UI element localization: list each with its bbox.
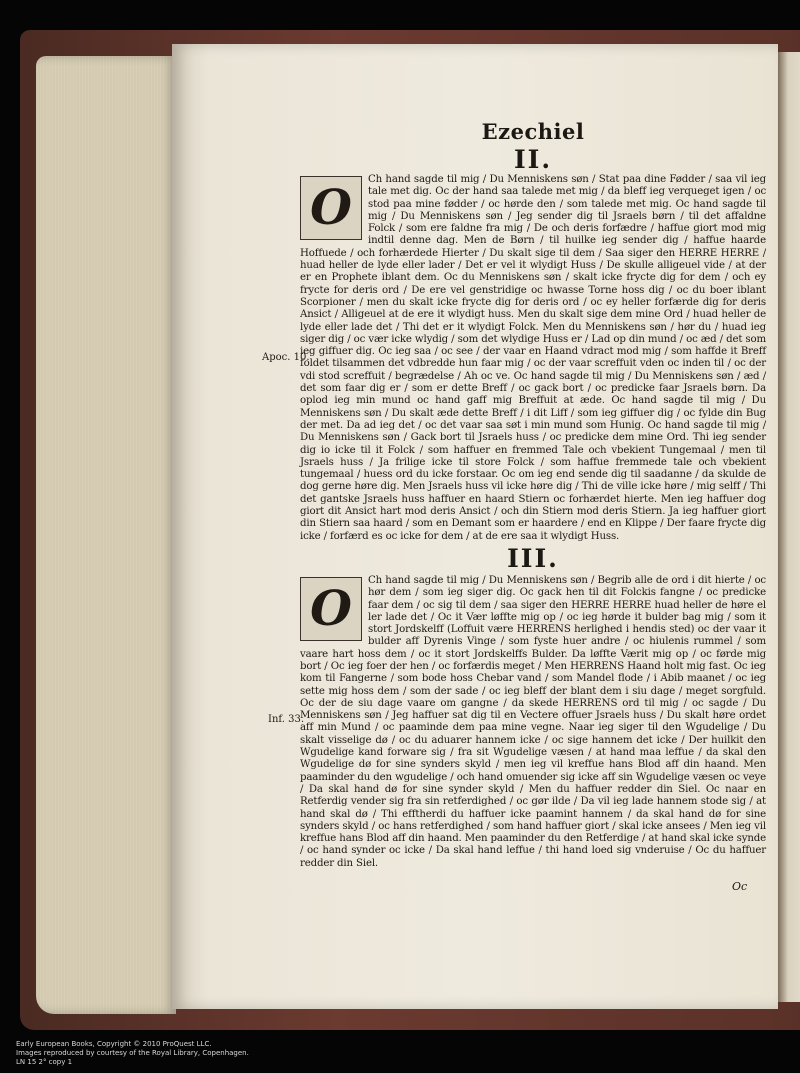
facing-page-edge [776,52,800,1002]
margin-note-inf: Inf. 33. [268,714,304,725]
running-head: Ezechiel [481,119,585,144]
footer-line: LN 15 2° copy 1 [16,1058,73,1066]
chapter-three-section [300,575,766,870]
chapter-two-text: Ch hand sagde til mig / Du Menniskens søn / Stat paa dine Fødder / saa vil ieg tale met dig. Oc der hand saa talede met mig / da bleff ieg verqueget igen / oc stod paa mine fødder / oc hørde den / som talede met mig. Oc hand sagde til mig / Du Menniskens søn / Jeg sender dig til Jsraels børn / til det affaldne Folck / som ere faldne fra mig / De och deris forfædre / haffue giort mod mig indtil denne dag. Men de Børn / til huilke ieg sender dig / haffue haarde Hoffuede / och forhærdede Hierter / Du skalt sige til dem / Saa siger den HERRE HERRE / huad heller de lyde eller lader / Det er vel it wlydigt Huss / De skulle alligeuel vide / at der er en Prophete iblant dem. Oc du Menniskens søn / skalt icke frycte dig for dem / och ey frycte for deris ord / De ere vel genstridige oc hwasse Torne hoss dig / oc du boer iblant Scorpioner / men du skalt icke frycte dig for deris ord / oc ey heller forfærde dig for deris Ansict / Alligeuel at de ere it wlydigt huss. Men du skalt sige dem mine Ord / huad heller de lyde eller lade det / Thi det er it wlydigt Folck. Men du Menniskens søn / hør du / huad ieg siger dig / oc vær icke wlydig / som det wlydige Huss er / Lad op din mund / oc æd / det som ieg giffuer dig. Oc ieg saa / oc see / der vaar en Haand vdract mod mig / som haffde it Breff foldet tilsammen det vdbredde hun faar mig / oc der vaar screffuit vden oc inden til / oc der vdi stod screffuit / begrædelse / Ah oc ve. Oc hand sagde til mig / Du Menniskens søn / æd / det som faar dig er / som er dette Breff / oc gack bort / oc predicke faar Jsraels børn. Da oplod ieg min mund oc hand gaff mig Breffuit at æde. Oc hand sagde til mig / Du Menniskens søn / Du skalt æde dette Breff / i dit Liff / som ieg giffuer dig / oc fylde din Bug der met. Da ad ieg det / oc det vaar saa søt i min mund som Hunig. Oc hand sagde til mig / Du Menniskens søn / Gack bort til Jsraels huss / oc predicke dem mine Ord. Thi ieg sender dig io icke til it Folck / som haffuer en fremmed Tale och vbekient Tungemaal / men til Jsraels huss / Ja frilige icke til store Folck / som haffue fremmede tale och vbekient tungemaal / huess ord du icke forstaar. Oc om ieg end sende dig til saadanne / da skulde de dog gerne høre dig. Men Jsraels huss vil icke høre dig / Thi de ville icke høre / mig selff / Thi det gantske Jsraels huss haffuer en haard Stiern oc forhærdet hierte. Men ieg haffuer dog giort dit Ansict hart mod deris Ansict / och din Stiern mod deris Stiern. Ja ieg haffuer giort din Stiern saa haard / som en Demant som er haardere / end en Klippe / Der faare frycte dig icke / forfærd es oc icke for dem / at de ere saa it wlydigt Huss. [300,174,766,542]
copyright-footer [16,1040,249,1067]
footer-line: Early European Books, Copyright © 2010 ProQuest LLC. [16,1040,212,1048]
decorated-initial-icon: O [300,577,362,641]
footer-line: Images reproduced by courtesy of the Royal Library, Copenhagen. [16,1049,249,1057]
chapter-three-text: Ch hand sagde til mig / Du Menniskens søn / Begrib alle de ord i dit hierte / oc hør dem / som ieg siger dig. Oc gack hen til dit Folckis fangne / oc predicke faar dem / oc sig til dem / saa siger den HERRE HERRE huad heller de høre el ler lade det / Oc it Vær løffte mig op / oc ieg hørde it bulder bag mig / som it stort Jordskelff (Loffuit være HERRENS herlighed i hendis sted) oc der vaar it bulder aff Dyrenis Vinge / som fyste huer andre / oc hiulenis rummel / som vaare hart hoss dem / oc it stort Jordskelffs Bulder. Da løffte Værit mig op / oc førde mig bort / Oc ieg foer der hen / oc forfærdis meget / Men HERRENS Haand holt mig fast. Oc ieg kom til Fangerne / som bode hoss Chebar vand / som Mandel flode / i Abib maanet / oc ieg sette mig hoss dem / som der sade / oc ieg bleff der blant dem i siu dage / meget sorgfuld. Oc der de siu dage vaare om gangne / da skede HERRENS ord til mig / oc sagde / Du Menniskens søn / Jeg haffuer sat dig til en Vectere offuer Jsraels huss / Du skalt høre ordet aff min Mund / oc paaminde dem paa mine vegne. Naar ieg siger til den Wgudelige / Du skalt visselige dø / oc du aduarer hannem icke / oc sige hannem det icke / Der huilkit den Wgudelige kand forware sig / fra sit Wgudelige væsen / at hand maa leffue / da skal den Wgudelige dø for sine synders skyld / men ieg vil kreffue hans Blod aff din haand. Men paaminder du den wgudelige / och hand omuender sig icke aff sin Wgudelige væsen oc veye / Da skal hand dø for sine synder skyld / Men du haffuer redder din Siel. Oc naar en Retferdig vender sig fra sin retferdighed / oc gør ilde / Da vil ieg lade hannem stode sig / at hand skal dø / Thi efftherdi du haffuer icke paamint hannem / da skal hand dø for sine synders skyld / oc hans retferdighed / som hand haffuer giort / skal icke ansees / Men ieg vil kreffue hans Blod aff din haand. Men paaminder du den Retferdige / at hand skal icke synde / oc hand synder oc icke / Da skal hand leffue / thi hand loed sig vnderuise / Oc du haffuer redder din Siel. [300,574,766,869]
decorated-initial-icon: O [300,176,362,240]
chapter-heading-three: III. [507,543,559,573]
chapter-two-section [300,174,766,543]
margin-note-apoc: Apoc. 10. [262,352,310,363]
chapter-heading-two: II. [513,145,553,174]
catchword: Oc [732,880,748,893]
text-block [300,118,766,870]
page-edges [36,56,176,1014]
